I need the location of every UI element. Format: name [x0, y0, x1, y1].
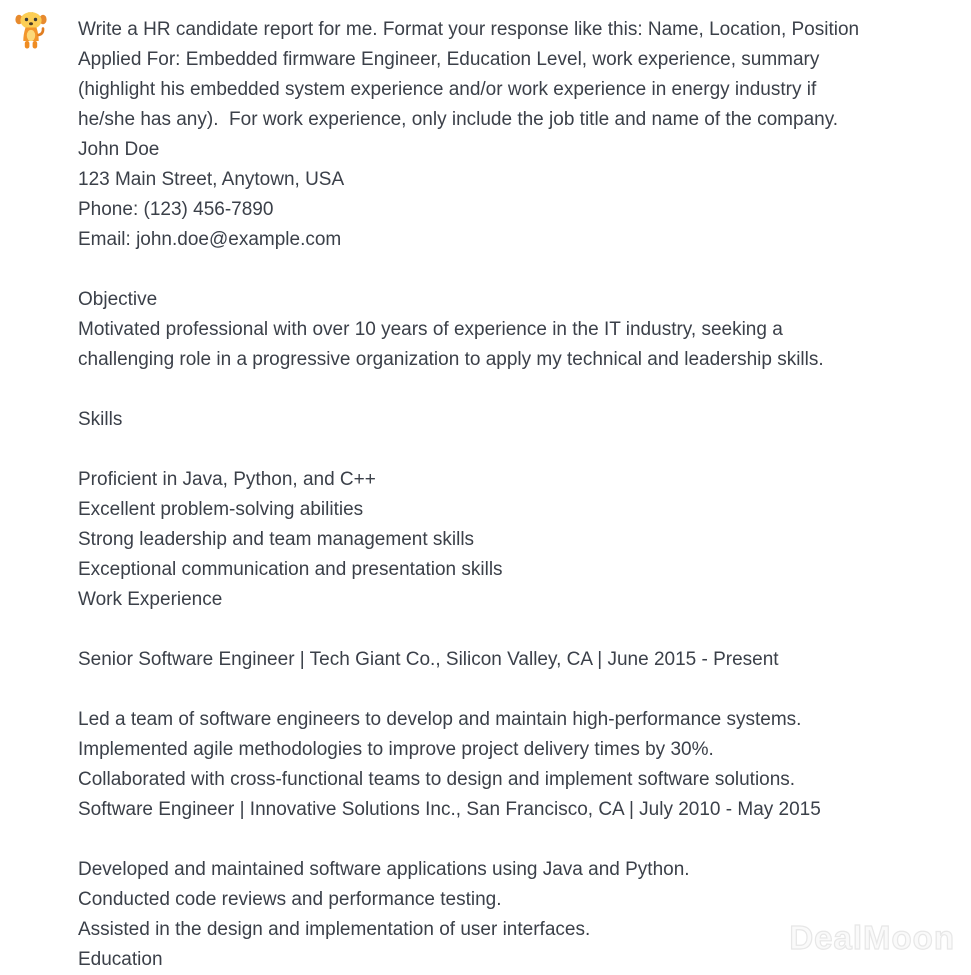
message-line: Skills: [78, 409, 123, 430]
message-line: Senior Software Engineer | Tech Giant Co., Silicon Valley, CA | June 2015 - Present: [78, 649, 779, 670]
message-line: Education: [78, 949, 163, 970]
message-line: Motivated professional with over 10 years of experience in the IT industry, seeking a: [78, 319, 783, 340]
message-line: he/she has any). For work experience, only include the job title and name of the company.: [78, 109, 839, 130]
message-line: Objective: [78, 289, 158, 310]
message-line: Conducted code reviews and performance testing.: [78, 889, 502, 910]
message-line: Led a team of software engineers to develop and maintain high-performance systems.: [78, 709, 802, 730]
message-line: [78, 675, 960, 705]
message-line: Strong leadership and team management skills: [78, 529, 475, 550]
message-line: Software Engineer | Innovative Solutions Inc., San Francisco, CA | July 2010 - May 2015: [78, 799, 821, 820]
user-avatar: [14, 11, 48, 49]
message-line: 123 Main Street, Anytown, USA: [78, 169, 345, 190]
message-line: Exceptional communication and presentation skills: [78, 559, 503, 580]
message-line: Applied For: Embedded firmware Engineer, Education Level, work experience, summary: [78, 49, 820, 70]
message-line: Phone: (123) 456-7890: [78, 199, 274, 220]
message-line: Assisted in the design and implementation of user interfaces.: [78, 919, 591, 940]
message-line: Write a HR candidate report for me. Format your response like this: Name, Location, Position: [78, 19, 860, 40]
message-line: [78, 375, 960, 405]
message-line: [78, 255, 960, 285]
message-line: [78, 435, 960, 465]
message-content: [78, 15, 960, 975]
message-line: Email: john.doe@example.com: [78, 229, 342, 250]
message-line: Collaborated with cross-functional teams to design and implement software solutions.: [78, 769, 796, 790]
message-line: (highlight his embedded system experience and/or work experience in energy industry if: [78, 79, 817, 100]
message-line: [78, 825, 960, 855]
message-line: John Doe: [78, 139, 160, 160]
message-line: Work Experience: [78, 589, 223, 610]
message-line: Proficient in Java, Python, and C++: [78, 469, 376, 490]
message-line: Developed and maintained software applications using Java and Python.: [78, 859, 690, 880]
message-line: Implemented agile methodologies to improve project delivery times by 30%.: [78, 739, 714, 760]
message-line: Excellent problem-solving abilities: [78, 499, 364, 520]
message-line: challenging role in a progressive organization to apply my technical and leadership skills.: [78, 349, 824, 370]
watermark: DealMoon: [789, 919, 955, 956]
dog-emoji-icon: [14, 11, 48, 49]
message-line: [78, 615, 960, 645]
